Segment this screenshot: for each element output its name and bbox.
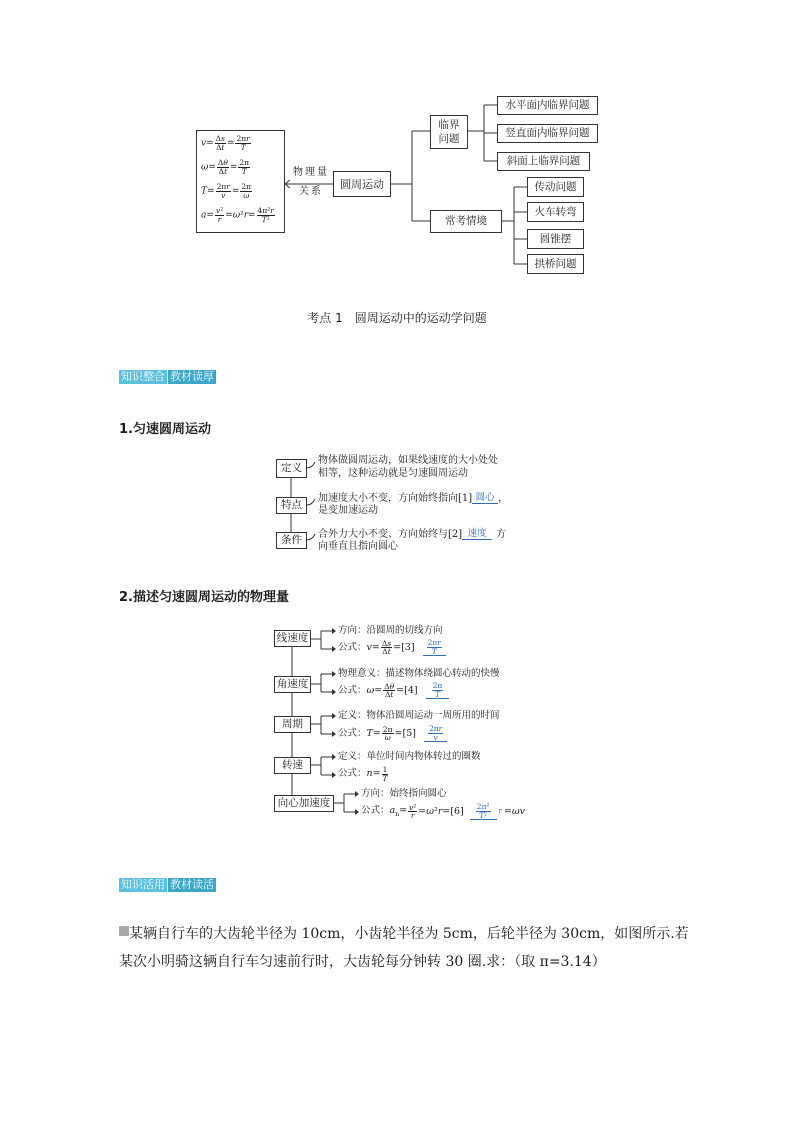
section-title: 考点 1 圆周运动中的运动学问题 — [307, 311, 487, 325]
formula-period: T= $\frac{2\pi r}{v}$ = $\frac{2\pi}{\omega}$ — [201, 182, 252, 200]
linear-formula: 公式：v= $\frac{\Delta s}{\Delta t}$ =[3] $\frac{2\pi r}{T}$ — [338, 639, 447, 656]
centripetal-tail: =ωv — [503, 805, 525, 817]
tag-right: 教材读厚 — [170, 370, 214, 383]
feat-text-line2: 是变加速运动 — [318, 505, 378, 516]
period-label: 周期 — [274, 716, 311, 733]
branch-common: 常考情境 — [430, 210, 502, 233]
heading-quantities: 2.描述匀速圆周运动的物理量 — [119, 590, 289, 605]
period-def: 定义：物体沿圆周运动一周所用的时间 — [338, 710, 500, 721]
answer-1: 圆心 — [472, 493, 498, 504]
answer-5: $\frac{2\pi r}{v}$ — [424, 725, 447, 742]
branch-critical-line2: 问题 — [438, 133, 460, 145]
centripetal-label: 向心加速度 — [274, 795, 334, 812]
heading-uniform-motion: 1.匀速圆周运动 — [119, 422, 211, 437]
critical-item: 水平面内临界问题 — [497, 96, 598, 115]
angular-meaning: 物理意义：描述物体绕圆心转动的快慢 — [338, 668, 500, 679]
answer-2: 速度 — [462, 529, 492, 540]
answer-6: $\frac{\text{2π²}}{\text{T²}}$ — [470, 803, 497, 820]
speed-def: 定义：单位时间内物体转过的圈数 — [338, 751, 481, 762]
problem-line2: 某次小明骑这辆自行车匀速前行时，大齿轮每分钟转 30 圈.求：（取 π=3.14） — [119, 954, 606, 970]
centripetal-formula: 公式：$a_n=$ $\frac{\text{v²}}{r}$ =ω²r=[6] $\frac{\text{2π²}}{\text{T²}}$ r =ωv — [361, 802, 525, 820]
relation-label-1: 物理量 — [293, 167, 329, 178]
def-label: 定义 — [276, 459, 307, 478]
critical-item: 斜面上临界问题 — [497, 152, 590, 171]
common-item: 圆锥摆 — [527, 229, 584, 249]
common-item: 火车转弯 — [527, 202, 584, 222]
tag-left: 知识活用 — [121, 878, 165, 891]
centripetal-dir: 方向：始终指向圆心 — [361, 788, 447, 799]
common-item: 拱桥问题 — [527, 254, 584, 274]
answer-4: $\frac{2\pi}{T}$ — [426, 682, 450, 699]
angular-velocity-label: 角速度 — [274, 676, 311, 693]
linear-velocity-label: 线速度 — [274, 630, 311, 647]
branch-critical-line1: 临界 — [438, 119, 460, 131]
cond-text-line2: 向垂直且指向圆心 — [318, 541, 398, 552]
formula-velocity: v= $\frac{\Delta s}{\Delta t}$ = $\frac{2\pi r}{T}$ — [201, 134, 250, 152]
tag-right: 教材读活 — [170, 878, 214, 891]
formula-angular: ω= $\frac{\Delta\theta}{\Delta t}$ = $\frac{2\pi}{T}$ — [201, 158, 250, 176]
formula-acceleration: a= $\frac{\text{v²}}{r}$ =ω²r= $\frac{\text{4π²r}}{\text{T²}}$ — [201, 206, 274, 224]
angular-formula: 公式：ω= $\frac{\Delta\theta}{\Delta t}$ =[4] $\frac{2\pi}{T}$ — [338, 682, 450, 699]
common-item: 传动问题 — [527, 177, 584, 197]
def-text-line1: 物体做圆周运动，如果线速度的大小处处 — [318, 455, 498, 466]
cond-text-a: 合外力大小不变、方向始终与[2] — [318, 528, 463, 540]
tag-knowledge-application — [119, 878, 216, 892]
cond-label: 条件 — [276, 532, 307, 549]
feat-label: 特点 — [276, 497, 307, 514]
problem-marker-icon — [119, 926, 129, 936]
critical-item: 竖直面内临界问题 — [497, 124, 598, 143]
speed-label: 转速 — [274, 757, 311, 774]
answer-3: $\frac{2\pi r}{T}$ — [423, 639, 446, 656]
def-text-line2: 相等，这种运动就是匀速圆周运动 — [318, 468, 468, 479]
feat-text-b: ， — [498, 492, 509, 504]
speed-formula: 公式：n= $\frac{1}{T}$ — [338, 765, 388, 783]
period-formula: 公式：T= $\frac{2\pi}{\omega}$ =[5] $\frac{2\pi r}{v}$ — [338, 725, 448, 742]
tag-left: 知识整合 — [121, 370, 165, 383]
linear-dir: 方向：沿圆周的切线方向 — [338, 625, 443, 636]
problem-line1: 某辆自行车的大齿轮半径为 10cm，小齿轮半径为 5cm，后轮半径为 30cm，如图所示.若 — [129, 926, 689, 942]
relation-label-2: 关系 — [299, 186, 323, 197]
feat-text-a: 加速度大小不变，方向始终指向[1] — [318, 492, 473, 504]
cond-text-b: 方 — [496, 528, 507, 540]
center-node: 圆周运动 — [333, 171, 391, 197]
